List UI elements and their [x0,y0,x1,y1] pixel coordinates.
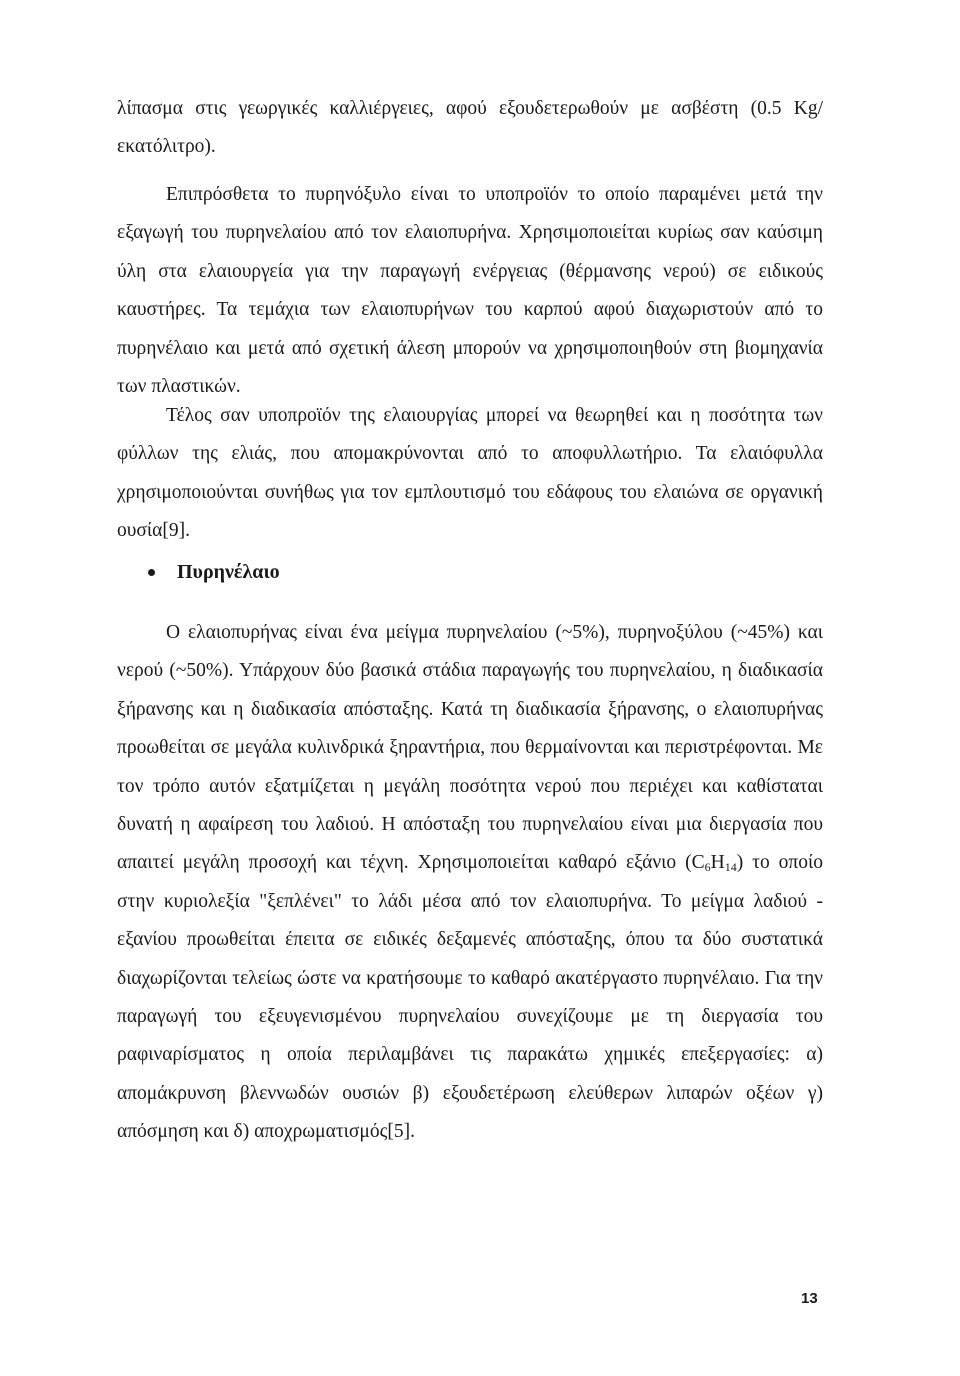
formula-hydrogen: H [710,852,725,874]
paragraph-pyrinoxylo: Επιπρόσθετα το πυρηνόξυλο είναι το υποπροϊόν το οποίο παραμένει μετά την εξαγωγή του πυρηνελαίου από τον ελαιοπυρήνα. Χρησιμοποιείται κυρίως σαν καύσιμη ύλη στα ελαιουργεία για την παραγωγή ενέργειας (θέρμανσης νερού) σε ειδικούς καυστήρες. Τα τεμάχια των ελαιοπυρήνων του καρπού αφού διαχωριστούν από το πυρηνέλαιο και μετά από σχετική άλεση μπορούν να χρησιμοποιηθούν στη βιομηχανία των πλαστικών. [117,184,823,398]
paragraph-pyrinelaio-part1: Ο ελαιοπυρήνας είναι ένα μείγμα πυρηνελαίου (~5%), πυρηνοξύλου (~45%) και νερού (~50%). Υπάρχουν δύο βασικά στάδια παραγωγής του πυρηνελαίου, η διαδικασία ξήρανσης και η διαδικασία απόσταξης. Κατά τη διαδικασία ξήρανσης, ο ελαιοπυρήνας προωθείται σε μεγάλα κυλινδρικά ξηραντήρια, που θερμαίνονται και περιστρέφονται. Με τον τρόπο αυτόν εξατμίζεται η μεγάλη ποσότητα νερού που περιέχει και καθίσταται δυνατή η αφαίρεση του λαδιού. Η απόσταξη του πυρηνελαίου είναι μια διεργασία που απαιτεί μεγάλη προσοχή και τέχνη. Χρησιμοποιείται καθαρό εξάνιο (C [117,622,823,874]
section-heading [148,561,280,584]
bullet-icon [148,569,155,576]
section-heading-text: Πυρηνέλαιο [177,561,280,583]
paragraph-fylla: Τέλος σαν υποπροϊόν της ελαιουργίας μπορεί να θεωρηθεί και η ποσότητα των φύλλων της ελιάς, που απομακρύνονται από το αποφυλλωτήριο. Τα ελαιόφυλλα χρησιμοποιούνται συνήθως για τον εμπλουτισμό του εδάφους του ελαιώνα σε οργανική ουσία[9]. [117,405,823,542]
formula-subscript-hydrogen: 14 [724,860,737,875]
formula-subscript-carbon: 6 [704,860,711,875]
page-number: 13 [801,1290,818,1307]
paragraph-pyrinelaio [117,614,823,1152]
paragraph-continuation: λίπασμα στις γεωργικές καλλιέργειες, αφού εξουδετερωθούν με ασβέστη (0.5 Kg/εκατόλιτρο). [117,98,823,158]
paragraph-pyrinelaio-part2: ) το οποίο στην κυριολεξία "ξεπλένει" το λάδι μέσα από τον ελαιοπυρήνα. Το μείγμα λαδιού - εξανίου προωθείται έπειτα σε ειδικές δεξαμενές απόσταξης, όπου τα δύο συστατικά διαχωρίζονται τελείως ώστε να κρατήσουμε το καθαρό ακατέργαστο πυρηνέλαιο. Για την παραγωγή του εξευγενισμένου πυρηνελαίου συνεχίζουμε με τη διεργασία του ραφιναρίσματος η οποία περιλαμβάνει τις παρακάτω χημικές επεξεργασίες: α) απομάκρυνση βλεννωδών ουσιών β) εξουδετέρωση ελεύθερων λιπαρών οξέων γ) απόσμηση και δ) αποχρωματισμός[5]. [117,852,823,1143]
